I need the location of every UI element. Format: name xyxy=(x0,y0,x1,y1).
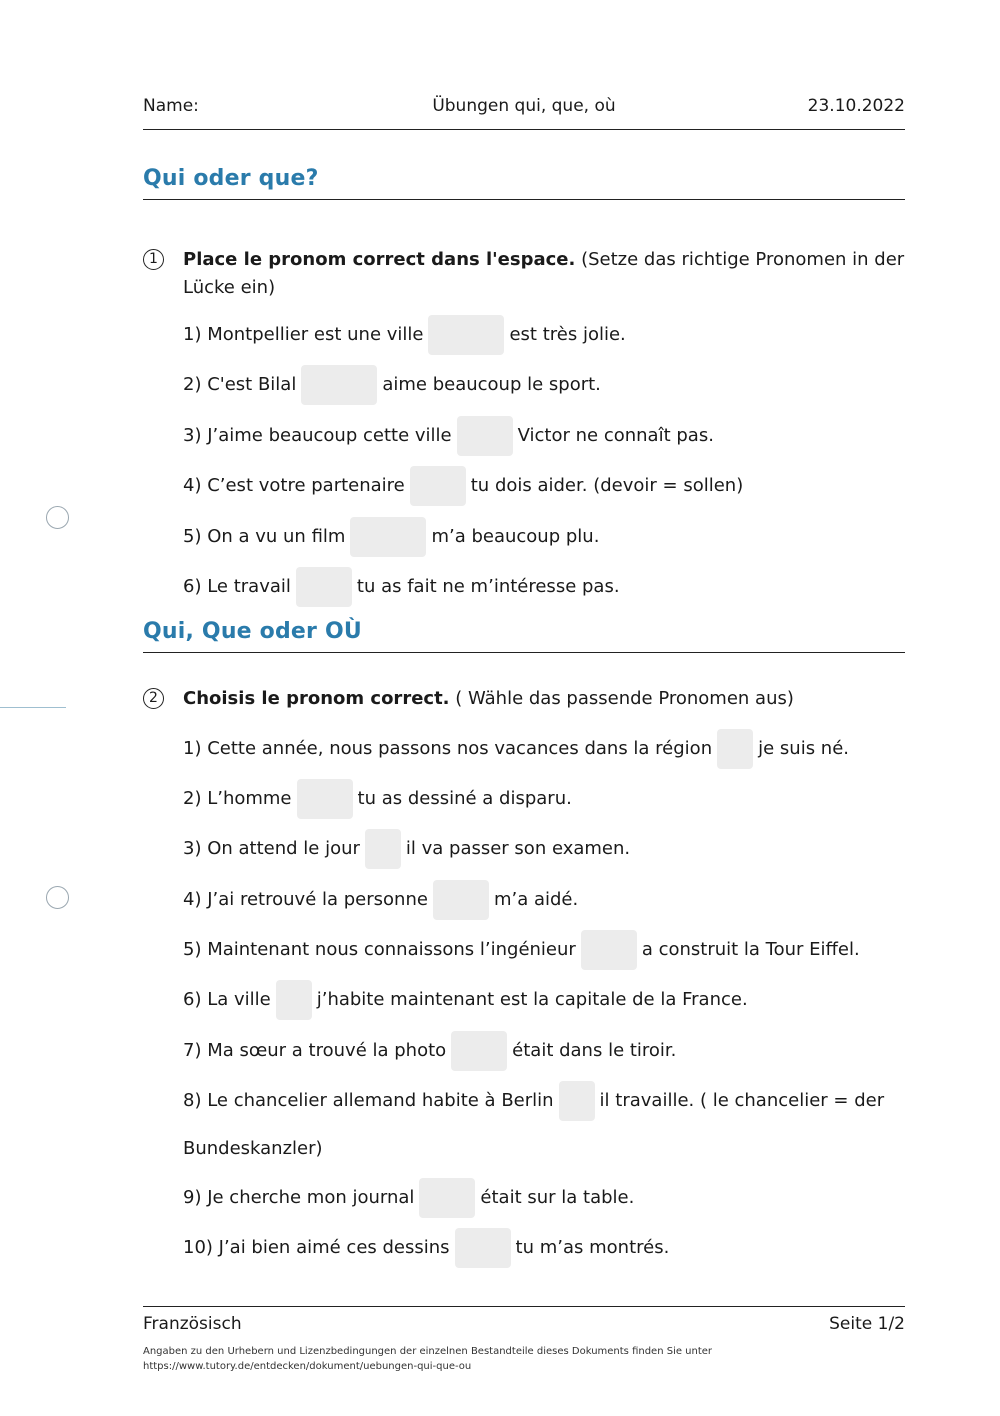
exercise-item xyxy=(183,517,599,557)
fold-marker xyxy=(0,707,66,708)
item-text-after: tu m’as montrés. xyxy=(515,1237,670,1258)
exercise-item xyxy=(183,930,860,970)
instruction-translation: (Setze das richtige Pronomen in der Lücke ein) xyxy=(183,249,905,298)
item-text-before: 8) Le chancelier allemand habite à Berlin xyxy=(183,1090,554,1111)
item-text-after: aime beaucoup le sport. xyxy=(382,374,601,395)
task-number-badge: 1 xyxy=(143,249,164,270)
instruction-bold: Place le pronom correct dans l'espace. xyxy=(183,249,576,270)
item-text-before: 10) J’ai bien aimé ces dessins xyxy=(183,1237,450,1258)
credits-text: Angaben zu den Urhebern und Lizenzbedingungen der einzelnen Bestandteile dieses Dokuments finden Sie unter xyxy=(143,1346,713,1357)
exercise-item xyxy=(183,980,748,1020)
section-rule xyxy=(143,652,905,653)
exercise-item xyxy=(183,1081,884,1121)
item-text-after: j’habite maintenant est la capitale de la France. xyxy=(316,989,748,1010)
exercise-item xyxy=(183,1228,669,1268)
item-text-after: m’a aidé. xyxy=(493,889,579,910)
item-text-after: tu as fait ne m’intéresse pas. xyxy=(356,576,620,597)
item-text-before: 1) Cette année, nous passons nos vacances dans la région xyxy=(183,738,713,759)
footer-page-number: Seite 1/2 xyxy=(829,1314,905,1334)
answer-blank[interactable] xyxy=(457,416,513,456)
item-text-after: je suis né. xyxy=(758,738,849,759)
item-continuation: Bundeskanzler) xyxy=(183,1138,323,1159)
answer-blank[interactable] xyxy=(296,567,352,607)
instruction-translation: ( Wähle das passende Pronomen aus) xyxy=(449,688,794,709)
section-title-qui-que: Qui oder que? xyxy=(143,166,319,191)
item-text-after: tu as dessiné a disparu. xyxy=(357,788,572,809)
exercise-item xyxy=(183,466,743,506)
answer-blank[interactable] xyxy=(410,466,466,506)
exercise-item xyxy=(183,315,626,355)
item-text-before: 1) Montpellier est une ville xyxy=(183,324,424,345)
answer-blank[interactable] xyxy=(350,517,426,557)
item-text-after: était sur la table. xyxy=(480,1187,635,1208)
answer-blank[interactable] xyxy=(717,729,753,769)
punch-hole-marker xyxy=(46,506,69,529)
item-text-before: 3) On attend le jour xyxy=(183,838,360,859)
task-instruction xyxy=(183,246,905,302)
header-rule xyxy=(143,129,905,130)
item-text-before: 6) La ville xyxy=(183,989,271,1010)
exercise-item xyxy=(183,779,572,819)
page-header xyxy=(143,96,905,118)
answer-blank[interactable] xyxy=(455,1228,511,1268)
item-text-after: est très jolie. xyxy=(509,324,626,345)
exercise-item xyxy=(183,1178,634,1218)
item-text-after: Victor ne connaît pas. xyxy=(517,425,714,446)
item-text-after: il va passer son examen. xyxy=(405,838,631,859)
answer-blank[interactable] xyxy=(559,1081,595,1121)
name-label: Name: xyxy=(143,96,199,116)
exercise-item xyxy=(183,880,578,920)
item-text-before: 2) C'est Bilal xyxy=(183,374,297,395)
section-rule xyxy=(143,199,905,200)
item-text-before: 5) On a vu un film xyxy=(183,526,346,547)
item-text-before: 9) Je cherche mon journal xyxy=(183,1187,415,1208)
punch-hole-marker xyxy=(46,886,69,909)
worksheet-title: Übungen qui, que, où xyxy=(432,96,616,116)
item-text-before: 4) J’ai retrouvé la personne xyxy=(183,889,428,910)
item-text-before: 6) Le travail xyxy=(183,576,291,597)
item-text-after: m’a beaucoup plu. xyxy=(431,526,600,547)
section-title-qui-que-ou: Qui, Que oder OÙ xyxy=(143,619,362,644)
exercise-item xyxy=(183,829,630,869)
footer-credits xyxy=(143,1344,843,1374)
exercise-item xyxy=(183,729,849,769)
footer-rule xyxy=(143,1306,905,1307)
item-text-after: a construit la Tour Eiffel. xyxy=(641,939,860,960)
item-text-before: 7) Ma sœur a trouvé la photo xyxy=(183,1040,447,1061)
answer-blank[interactable] xyxy=(428,315,504,355)
exercise-item xyxy=(183,1031,676,1071)
task-instruction xyxy=(183,685,905,713)
answer-blank[interactable] xyxy=(365,829,401,869)
exercise-item xyxy=(183,365,601,405)
answer-blank[interactable] xyxy=(419,1178,475,1218)
credits-link[interactable]: https://www.tutory.de/entdecken/dokument/uebungen-qui-que-ou xyxy=(143,1361,472,1372)
item-text-after: il travaille. ( le chancelier = der xyxy=(599,1090,885,1111)
answer-blank[interactable] xyxy=(276,980,312,1020)
answer-blank[interactable] xyxy=(451,1031,507,1071)
footer-subject: Französisch xyxy=(143,1314,242,1334)
item-text-before: 4) C’est votre partenaire xyxy=(183,475,405,496)
item-text-before: 2) L’homme xyxy=(183,788,292,809)
exercise-item xyxy=(183,567,620,607)
answer-blank[interactable] xyxy=(433,880,489,920)
item-text-after: tu dois aider. (devoir = sollen) xyxy=(470,475,744,496)
exercise-item xyxy=(183,416,714,456)
item-text-after: était dans le tiroir. xyxy=(512,1040,677,1061)
task-number-badge: 2 xyxy=(143,688,164,709)
item-text-before: 3) J’aime beaucoup cette ville xyxy=(183,425,452,446)
answer-blank[interactable] xyxy=(301,365,377,405)
worksheet-date: 23.10.2022 xyxy=(807,96,905,116)
answer-blank[interactable] xyxy=(297,779,353,819)
item-text-before: 5) Maintenant nous connaissons l’ingénieur xyxy=(183,939,576,960)
instruction-bold: Choisis le pronom correct. xyxy=(183,688,450,709)
answer-blank[interactable] xyxy=(581,930,637,970)
